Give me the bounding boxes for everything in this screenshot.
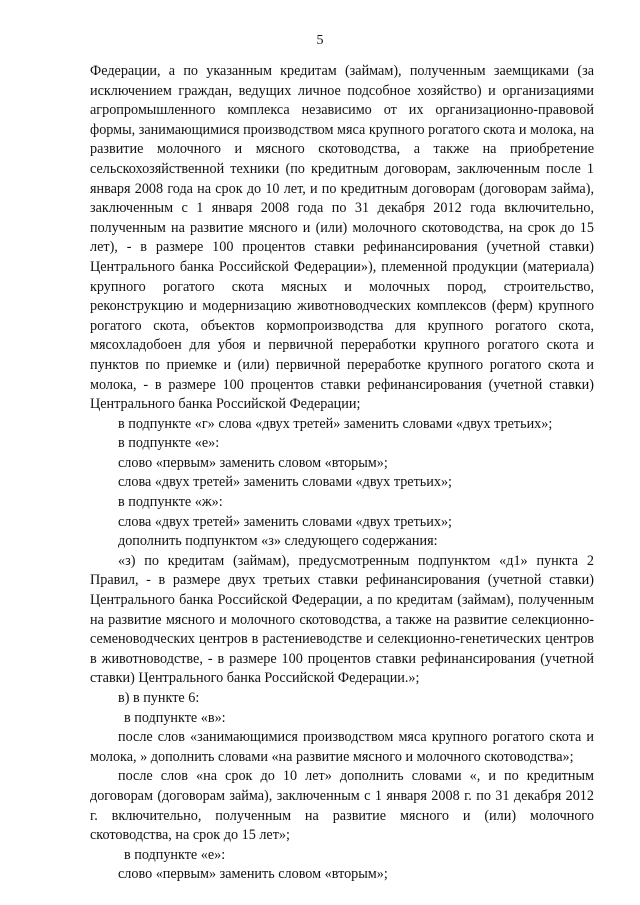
document-body bbox=[90, 62, 594, 885]
paragraph-replace-two-thirds: слова «двух третей» заменить словами «двух третьих»; bbox=[118, 474, 452, 491]
paragraph-replace-two-thirds-zh: слова «двух третей» заменить словами «двух третьих»; bbox=[118, 513, 452, 530]
paragraph-continuation: Федерации, а по указанным кредитам (займам), полученным заемщиками (за исключением граждан, ведущих личное подсобное хозяйство) и организациями агропромышленного комплекса независимо от их организационно-правовой формы, занимающимися производством мяса крупного рогатого скота и молока, на развитие молочного и мясного скотоводства, а также на приобретение сельскохозяйственной техники (по кредитным договорам, заключенным после 1 января 2008 года на срок до 10 лет, и по кредитным договорам (договорам займа), заключенным с 1 января 2008 года по 31 декабря 2012 года включительно, полученным на развитие мясного и (или) молочного скотоводства, на срок до 15 лет), - в размере 100 процентов ставки рефинансирования (учетной ставки) Центрального банка Российской Федерации»), племенной продукции (материала) крупного рогатого скота мясных и молочных пород, строительство, реконструкцию и модернизацию животноводческих комплексов (ферм) крупного рогатого скота, объектов кормопроизводства для крупного рогатого скота, мясохладобоен для убоя и первичной переработки крупного рогатого скота и пунктов по приемке и (или) первичной переработке крупного рогатого скота и молока, - в размере 100 процентов ставки рефинансирования (учетной ставки) Центрального банка Российской Федерации; bbox=[90, 63, 595, 413]
paragraph-after-words-cattle: после слов «занимающимися производством мяса крупного рогатого скота и молока, » дополнить словами «на развитие мясного и молочного скотоводства»; bbox=[90, 729, 594, 765]
page-number: 5 bbox=[316, 33, 324, 48]
paragraph-subpoint-z-text: «з) по кредитам (займам), предусмотренным подпунктом «д1» пункта 2 Правил, - в размере двух третьих ставки рефинансирования (учетной ставки) Центрального банка Российской Федерации, а по кредитам (займам), полученным на развитие мясного и молочного скотоводства, а также на развитие селекционно-семеноводческих центров в растениеводстве и селекционно-генетических центров в животноводстве, - в размере 100 процентов ставки рефинансирования (учетной ставки) Центрального банка Российской Федерации.»; bbox=[90, 552, 594, 687]
paragraph-after-words-10-years: после слов «на срок до 10 лет» дополнить словами «, и по кредитным договорам (договорам займа), заключенным с 1 января 2008 г. по 31 декабря 2012 г. включительно, полученным на развитие мясного и (или) молочного скотоводства, на срок до 15 лет»; bbox=[90, 768, 594, 844]
paragraph-replace-first: слово «первым» заменить словом «вторым»; bbox=[118, 454, 388, 471]
paragraph-add-subpoint-z: дополнить подпунктом «з» следующего содержания: bbox=[118, 533, 438, 550]
paragraph-subpoint-zh-heading: в подпункте «ж»: bbox=[118, 494, 223, 511]
paragraph-subpoint-e-heading-2: в подпункте «е»: bbox=[124, 846, 226, 863]
paragraph-subpoint-v-heading: в подпункте «в»: bbox=[124, 709, 226, 726]
paragraph-subpoint-e-heading: в подпункте «е»: bbox=[118, 435, 220, 452]
paragraph-subpoint-g: в подпункте «г» слова «двух третей» заменить словами «двух третьих»; bbox=[118, 415, 553, 432]
paragraph-replace-first-2: слово «первым» заменить словом «вторым»; bbox=[118, 866, 388, 883]
paragraph-point-6: в) в пункте 6: bbox=[118, 690, 200, 706]
